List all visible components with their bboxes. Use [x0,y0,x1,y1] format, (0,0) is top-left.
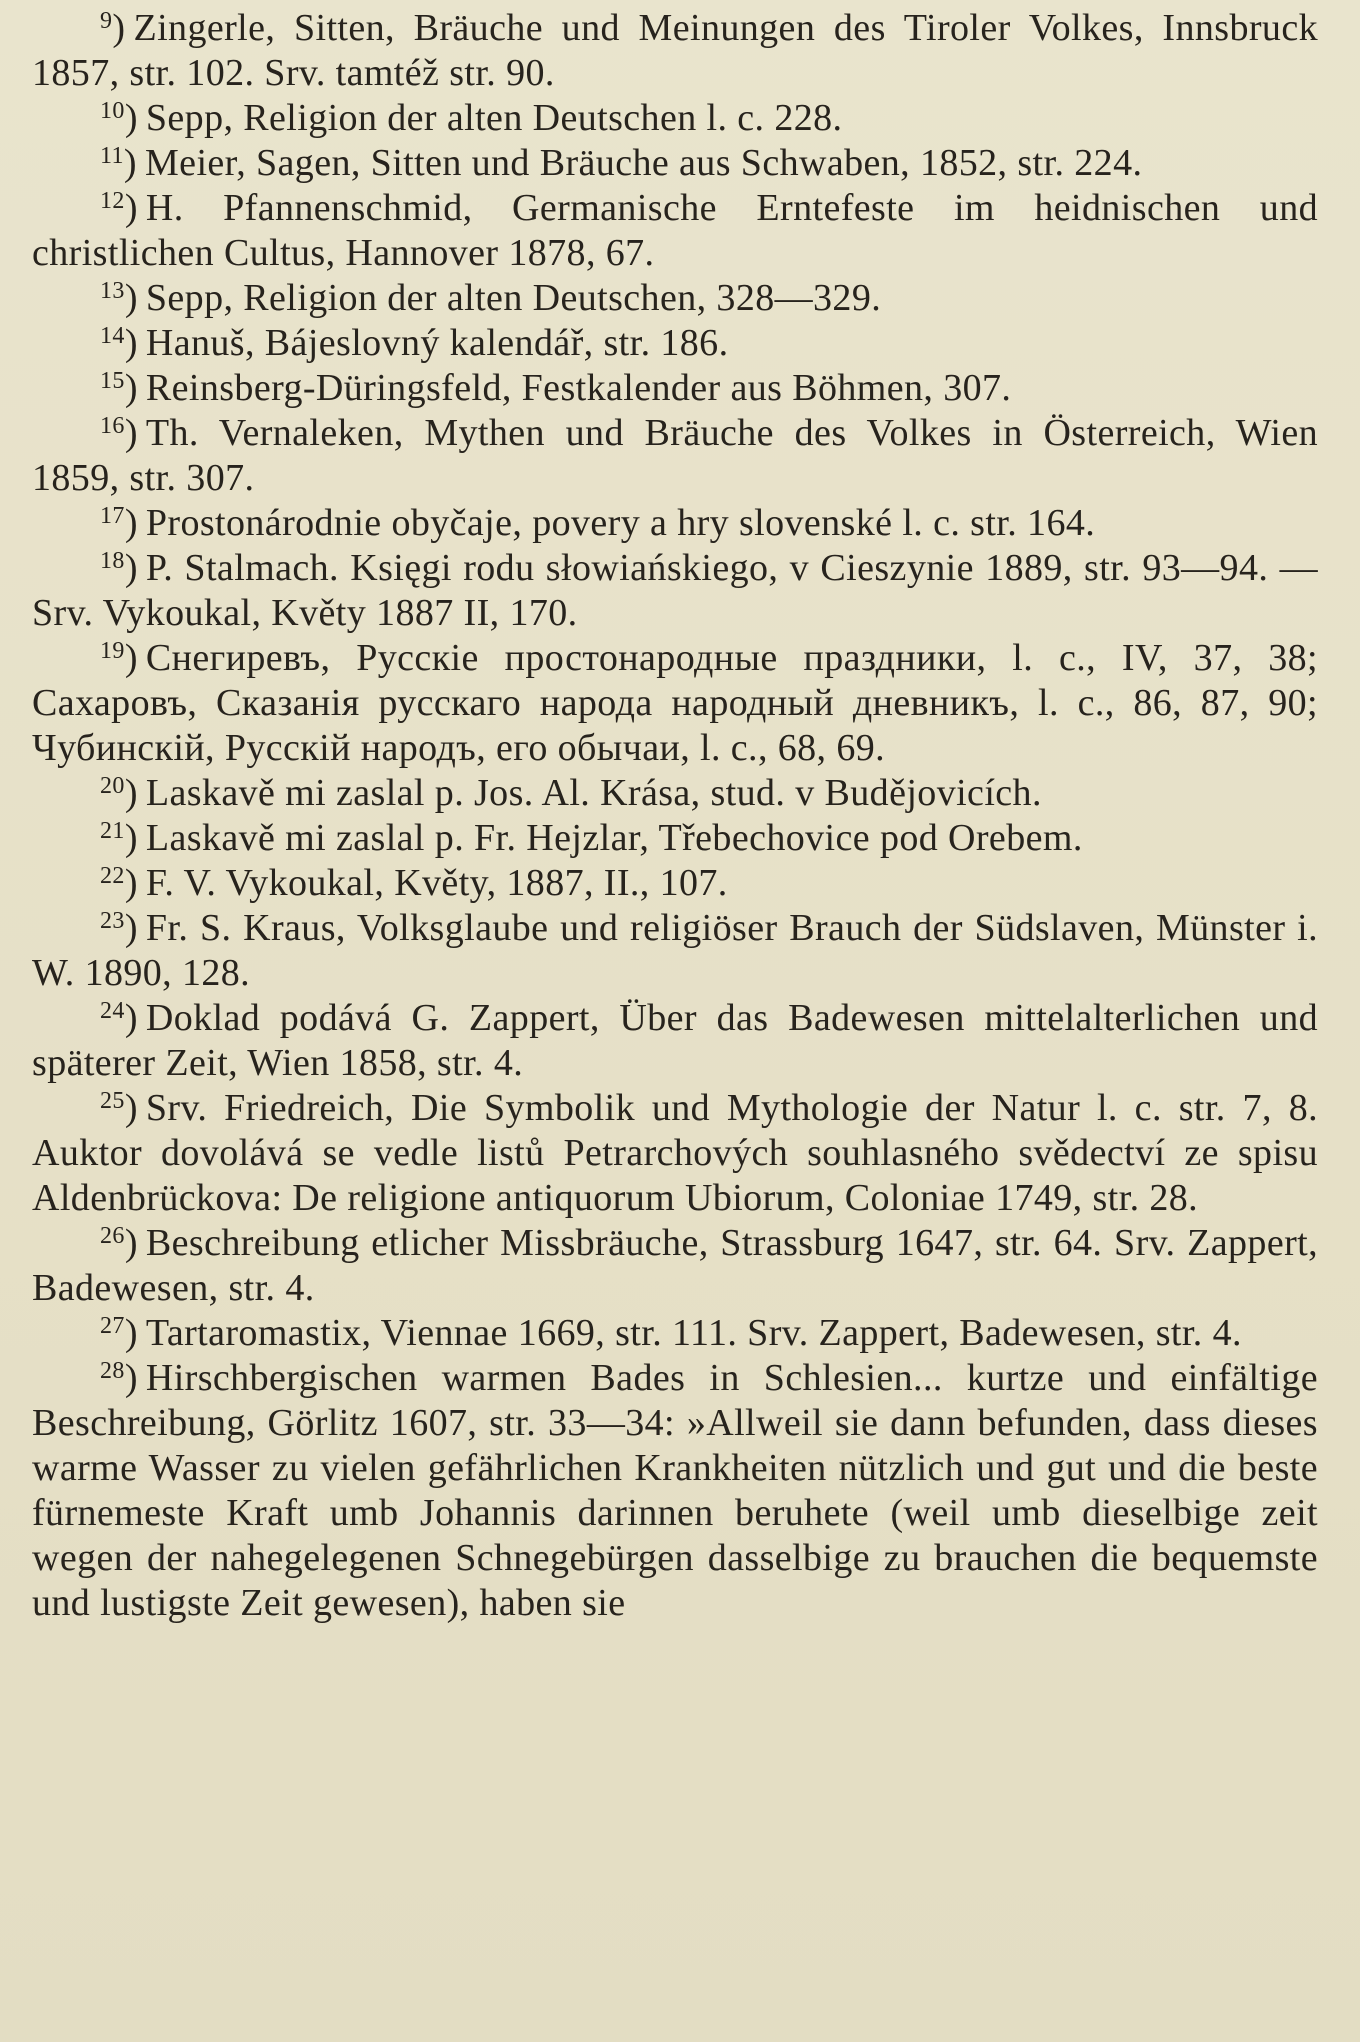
footnote-23: $^{23}$) Fr. S. Kraus, Volksglaube und religiöser Brauch der Südslaven, Münster i. W. 1890, 128. [32,907,1318,994]
footnote-text: Beschreibung etlicher Missbräuche, Strassburg 1647, str. 64. Srv. Zappert, Badewesen, str. 4. [32,1222,1318,1309]
footnote-9: $^9$) Zingerle, Sitten, Bräuche und Meinungen des Tiroler Volkes, Innsbruck 1857, str. 102. Srv. tamtéž str. 90. [32,7,1318,94]
footnote-number: 25 [100,1088,125,1114]
footnote-28: $^{28}$) Hirschbergischen warmen Bades in Schlesien... kurtze und einfältige Beschreibung, Görlitz 1607, str. 33—34: »Allweil sie dann befunden, dass dieses warme Wasser zu vielen gefährlichen Krankheiten nützlich und gut und die beste fürnemeste Kraft umb Johannis darinnen beruhete (weil umb dieselbige zeit wegen der nahegelegenen Schnegebürgen dasselbige zu brauchen die bequemste und lustigste Zeit gewesen), haben sie [32,1357,1318,1624]
footnote-24: $^{24}$) Doklad podává G. Zappert, Über das Badewesen mittelalterlichen und späterer Zeit, Wien 1858, str. 4. [32,997,1318,1084]
footnote-number: 9 [100,8,113,34]
footnote-16: $^{16}$) Th. Vernaleken, Mythen und Bräuche des Volkes in Österreich, Wien 1859, str. 307. [32,412,1318,499]
footnote-11: $^{11}$) Meier, Sagen, Sitten und Bräuche aus Schwaben, 1852, str. 224. [100,142,1143,184]
footnote-number: 27 [100,1313,125,1339]
footnote-12: $^{12}$) H. Pfannenschmid, Germanische Erntefeste im heidnischen und christlichen Cultus, Hannover 1878, 67. [32,187,1318,274]
footnote-text: Reinsberg-Düringsfeld, Festkalender aus Böhmen, 307. [145,367,1012,409]
footnote-number: 26 [100,1223,125,1249]
footnote-text: Doklad podává G. Zappert, Über das Badewesen mittelalterlichen und späterer Zeit, Wien 1858, str. 4. [32,997,1318,1084]
footnote-text: Th. Vernaleken, Mythen und Bräuche des Volkes in Österreich, Wien 1859, str. 307. [32,412,1318,499]
footnote-text: F. V. Vykoukal, Květy, 1887, II., 107. [145,862,728,904]
footnote-text: Fr. S. Kraus, Volksglaube und religiöser Brauch der Südslaven, Münster i. W. 1890, 128. [32,907,1318,994]
footnote-text: Meier, Sagen, Sitten und Bräuche aus Schwaben, 1852, str. 224. [144,142,1143,184]
footnote-number: 17 [100,503,125,529]
footnote-text: Prostonárodnie obyčaje, povery a hry slovenské l. c. str. 164. [145,502,1096,544]
footnote-27: $^{27}$) Tartaromastix, Viennae 1669, str. 111. Srv. Zappert, Badewesen, str. 4. [100,1312,1242,1354]
footnote-13: $^{13}$) Sepp, Religion der alten Deutschen, 328—329. [100,277,882,319]
footnote-17: $^{17}$) Prostonárodnie obyčaje, povery a hry slovenské l. c. str. 164. [100,502,1096,544]
footnote-number: 15 [100,368,125,394]
footnote-text: Hirschbergischen warmen Bades in Schlesien... kurtze und einfältige Beschreibung, Görlitz 1607, str. 33—34: »Allweil sie dann befunden, dass dieses warme Wasser zu vielen gefährlichen Krankheiten nützlich und gut und die beste fürnemeste Kraft umb Johannis darinnen beruhete (weil umb dieselbige zeit wegen der nahegelegenen Schnegebürgen dasselbige zu brauchen die bequemste und lustigste Zeit gewesen), haben sie [32,1357,1318,1624]
footnote-number: 24 [100,998,125,1024]
footnote-10: $^{10}$) Sepp, Religion der alten Deutschen l. c. 228. [100,97,843,139]
footnote-19: $^{19}$) Снегиревъ, Русскіе простонародные праздники, l. c., IV, 37, 38; Сахаровъ, Сказанія русскаго народа народный дневникъ, l. c., 86, 87, 90; Чубинскій, Русскій народъ, его обычаи, l. c., 68, 69. [32,637,1318,769]
footnote-number: 28 [100,1358,125,1384]
footnote-text: H. Pfannenschmid, Germanische Erntefeste im heidnischen und christlichen Cultus, Hannover 1878, 67. [32,187,1318,274]
footnote-number: 23 [100,908,125,934]
footnote-number: 13 [100,278,125,304]
footnote-22: $^{22}$) F. V. Vykoukal, Květy, 1887, II., 107. [100,862,728,904]
footnote-number: 11 [100,143,124,169]
footnote-number: 18 [100,548,125,574]
footnote-text: Sepp, Religion der alten Deutschen l. c. 228. [145,97,843,139]
footnote-text: Laskavě mi zaslal p. Fr. Hejzlar, Třebechovice pod Orebem. [145,817,1083,859]
footnote-text: Zingerle, Sitten, Bräuche und Meinungen des Tiroler Volkes, Innsbruck 1857, str. 102. Srv. tamtéž str. 90. [32,7,1318,94]
footnote-number: 21 [100,818,125,844]
footnote-25: $^{25}$) Srv. Friedreich, Die Symbolik und Mythologie der Natur l. c. str. 7, 8. Auktor dovolává se vedle listů Petrarchových souhlasného svědectví ze spisu Aldenbrückova: De religione antiquorum Ubiorum, Coloniae 1749, str. 28. [32,1087,1318,1219]
footnote-number: 14 [100,323,125,349]
footnote-21: $^{21}$) Laskavě mi zaslal p. Fr. Hejzlar, Třebechovice pod Orebem. [100,817,1083,859]
footnote-number: 16 [100,413,125,439]
footnote-list [32,6,1318,1626]
footnote-text: Tartaromastix, Viennae 1669, str. 111. Srv. Zappert, Badewesen, str. 4. [145,1312,1242,1354]
footnote-text: Sepp, Religion der alten Deutschen, 328—329. [145,277,882,319]
footnote-15: $^{15}$) Reinsberg-Düringsfeld, Festkalender aus Böhmen, 307. [100,367,1012,409]
footnote-number: 10 [100,98,125,124]
footnote-18: $^{18}$) P. Stalmach. Księgi rodu słowiańskiego, v Cieszynie 1889, str. 93—94. — Srv. Vykoukal, Květy 1887 II, 170. [32,547,1318,634]
footnote-20: $^{20}$) Laskavě mi zaslal p. Jos. Al. Krása, stud. v Budějovicích. [100,772,1042,814]
footnote-14: $^{14}$) Hanuš, Bájeslovný kalendář, str. 186. [100,322,729,364]
footnote-text: Снегиревъ, Русскіе простонародные праздники, l. c., IV, 37, 38; Сахаровъ, Сказанія русскаго народа народный дневникъ, l. c., 86, 87, 90; Чубинскій, Русскій народъ, его обычаи, l. c., 68, 69. [32,637,1318,769]
footnote-26: $^{26}$) Beschreibung etlicher Missbräuche, Strassburg 1647, str. 64. Srv. Zappert, Badewesen, str. 4. [32,1222,1318,1309]
footnote-text: Laskavě mi zaslal p. Jos. Al. Krása, stud. v Budějovicích. [145,772,1042,814]
footnote-number: 12 [100,188,125,214]
footnote-text: Srv. Friedreich, Die Symbolik und Mythologie der Natur l. c. str. 7, 8. Auktor dovolává se vedle listů Petrarchových souhlasného svědectví ze spisu Aldenbrückova: De religione antiquorum Ubiorum, Coloniae 1749, str. 28. [32,1087,1318,1219]
footnote-number: 20 [100,773,125,799]
footnote-number: 19 [100,638,125,664]
footnote-number: 22 [100,863,125,889]
footnote-text: P. Stalmach. Księgi rodu słowiańskiego, v Cieszynie 1889, str. 93—94. — Srv. Vykoukal, Květy 1887 II, 170. [32,547,1318,634]
footnote-text: Hanuš, Bájeslovný kalendář, str. 186. [145,322,729,364]
